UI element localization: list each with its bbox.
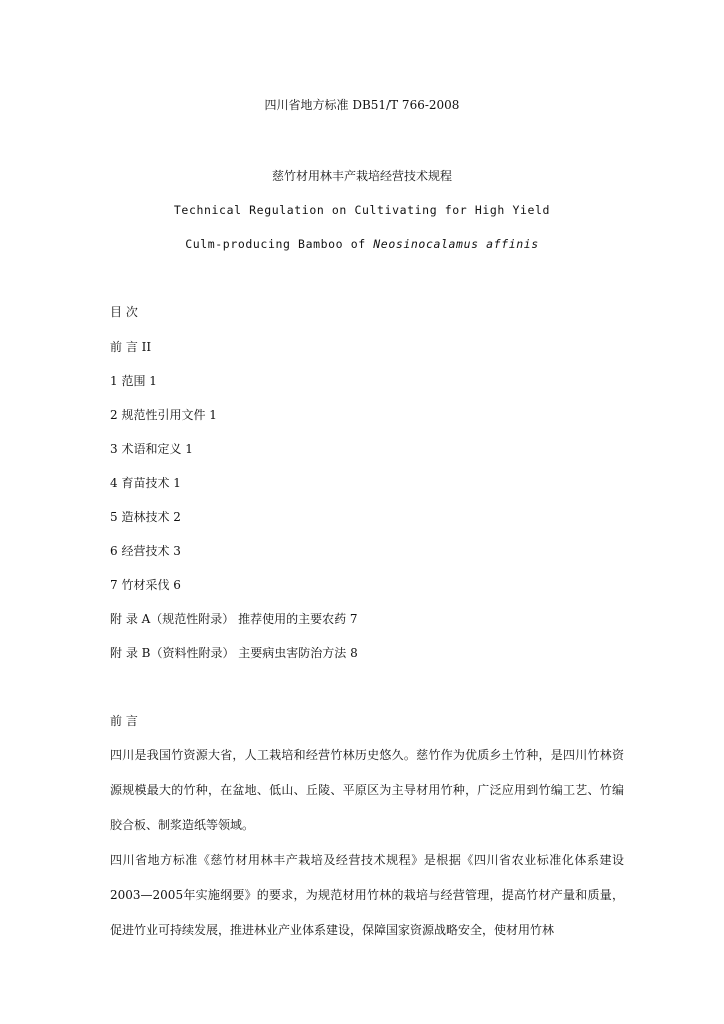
- toc-item[interactable]: 附 录 A（规范性附录） 推荐使用的主要农药 7: [110, 612, 358, 626]
- foreword-heading: 前 言: [110, 714, 138, 728]
- title-en-prefix: Culm-producing Bamboo of: [185, 237, 374, 251]
- document-title-en-line2: [0, 236, 724, 252]
- toc-item[interactable]: 1 范围 1: [110, 374, 157, 388]
- toc-item[interactable]: 5 造林技术 2: [110, 510, 181, 524]
- toc-item[interactable]: 3 术语和定义 1: [110, 442, 193, 456]
- toc-item[interactable]: 7 竹材采伐 6: [110, 578, 181, 592]
- standard-header: 四川省地方标准 DB51/T 766-2008: [264, 98, 460, 112]
- toc-item[interactable]: 4 育苗技术 1: [110, 476, 181, 490]
- toc-item[interactable]: 6 经营技术 3: [110, 544, 181, 558]
- toc-item[interactable]: 前 言 II: [110, 340, 152, 354]
- toc-item[interactable]: 附 录 B（资料性附录） 主要病虫害防治方法 8: [110, 646, 358, 660]
- foreword-paragraph-2: 四川省地方标准《慈竹材用林丰产栽培及经营技术规程》是根据《四川省农业标准化体系建设2003—2005年实施纲要》的要求，为规范材用竹林的栽培与经营管理，提高竹材产量和质量，促进竹业可持续发展，推进林业产业体系建设，保障国家资源战略安全，使材用竹林: [110, 853, 624, 937]
- document-title-en-line1: Technical Regulation on Cultivating for High Yield: [173, 203, 551, 217]
- toc-heading: 目 次: [110, 305, 138, 319]
- document-title-zh: 慈竹材用林丰产栽培经营技术规程: [271, 169, 452, 183]
- toc-item[interactable]: 2 规范性引用文件 1: [110, 408, 217, 422]
- foreword-paragraph-1: 四川是我国竹资源大省，人工栽培和经营竹林历史悠久。慈竹作为优质乡土竹种，是四川竹林资源规模最大的竹种，在盆地、低山、丘陵、平原区为主导材用竹种，广泛应用到竹编工艺、竹编胶合板、制浆造纸等领域。: [110, 748, 624, 832]
- species-name: Neosinocalamus affinis: [373, 237, 539, 251]
